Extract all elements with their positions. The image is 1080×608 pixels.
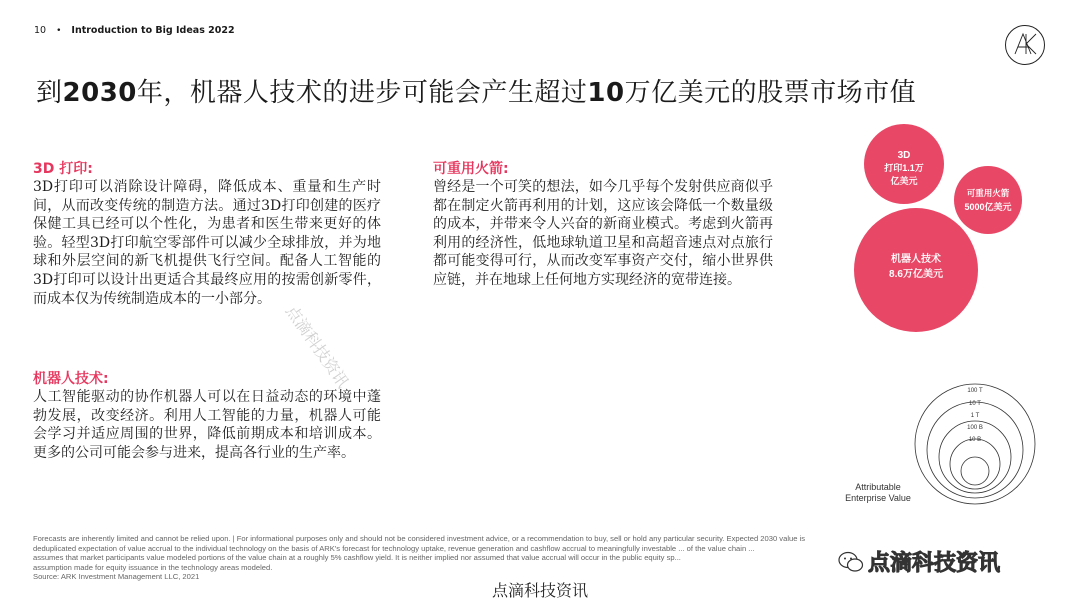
footnote-line: Forecasts are inherently limited and cannot be relied upon. | For informational purposes only and should not be considered investment advice, or a recommendation to buy, sell or hold any particular security. Expected 2030 value is (33, 534, 806, 543)
ring-label: 10 B (968, 437, 982, 443)
deck-title: Introduction to Big Ideas 2022 (71, 25, 235, 36)
section-3d-printing (33, 161, 381, 308)
ark-logo-icon (1004, 24, 1046, 66)
footnote-line: deduplicated expectation of value accrual to the individual technology on the basis of ARK's forecast for technology uptake, revenue generation and cashflow accrual to meaningfully investable ... of the value chain ... (33, 543, 755, 553)
bubble-label: 3D (897, 150, 911, 161)
title-amount: 10 (587, 78, 625, 108)
title-suffix: 万亿美元的股票市场市值 (624, 78, 917, 108)
section-heading: 可重用火箭: (433, 161, 509, 177)
wechat-watermark-text: 点滴科技资讯 (868, 551, 1001, 576)
slide-header (34, 25, 235, 36)
section-robotics (33, 371, 381, 462)
enterprise-value-rings (830, 378, 1070, 518)
bubble-label: 机器人技术 (891, 254, 941, 265)
rings-caption: Enterprise Value (845, 493, 911, 503)
footnote-source: Source: ARK Investment Management LLC, 2021 (33, 572, 200, 581)
title-year: 2030 (62, 78, 137, 108)
bubble-label: 可重用火箭 (966, 188, 1010, 198)
bubble-reusable-rockets (954, 166, 1022, 234)
wechat-watermark (838, 546, 1000, 577)
section-body: 人工智能驱动的协作机器人可以在日益动态的环境中蓬勃发展，改变经济。利用人工智能的力量，机器人可能会学习并适应周围的世界，降低前期成本和培训成本。更多的公司可能会参与进来，提高各行业的生产率。 (33, 389, 381, 461)
page-number: 10 (34, 25, 47, 36)
bubble-label: 打印1.1万 (884, 163, 924, 173)
title-mid: 年，机器人技术的进步可能会产生超过 (136, 78, 588, 108)
section-heading: 3D 打印: (33, 161, 93, 177)
bottom-watermark: 点滴科技资讯 (491, 581, 588, 600)
header-separator: • (56, 25, 62, 36)
footnote-line: assumes that market participants value modeled portions of the value chain at a roughly 5% cashflow yield. It is neither implied nor assumed that value accrual will occur in the public equity sp... (33, 553, 681, 562)
bubble-label: 亿美元 (890, 176, 918, 186)
ring-label: 100 T (967, 388, 983, 394)
wechat-icon (838, 550, 864, 574)
title-prefix: 到 (36, 78, 63, 108)
bubble-label: 8.6万亿美元 (889, 269, 943, 280)
ring-label: 100 B (967, 425, 983, 431)
section-heading: 机器人技术: (33, 371, 109, 387)
footnote-line: assumption made for equity issuance in the technology areas modeled. (33, 562, 273, 572)
section-body: 3D打印可以消除设计障碍，降低成本、重量和生产时间，从而改变传统的制造方法。通过3D打印创建的医疗保健工具已经可以个性化，为患者和医生带来更好的体验。轻型3D打印航空零部件可以减少全球排放，并为地球和外层空间的新飞机提供飞行空间。配备人工智能的3D打印可以设计出更适合其最终应用的按需创新零件，而成本仅为传统制造成本的一小部分。 (33, 179, 381, 307)
rings-caption: Attributable (855, 482, 901, 492)
value-bubble-chart (850, 120, 1030, 350)
diagonal-watermark: 点滴科技资讯 (281, 301, 353, 392)
section-body: 曾经是一个可笑的想法，如今几乎每个发射供应商似乎都在制定火箭再利用的计划，这应该会降低一个数量级的成本，并带来令人兴奋的新商业模式。考虑到火箭再利用的经济性，低地球轨道卫星和高超音速点对点旅行都可能变得可行，从而改变军事资产交付，缩小世界供应链，并在地球上任何地方实现经济的宽带连接。 (433, 179, 773, 288)
slide-title (36, 72, 916, 109)
bubble-label: 5000亿美元 (964, 202, 1012, 212)
ring-label: 10 T (969, 401, 981, 407)
ring-label: 1 T (970, 413, 980, 419)
section-reusable-rockets (433, 161, 773, 290)
